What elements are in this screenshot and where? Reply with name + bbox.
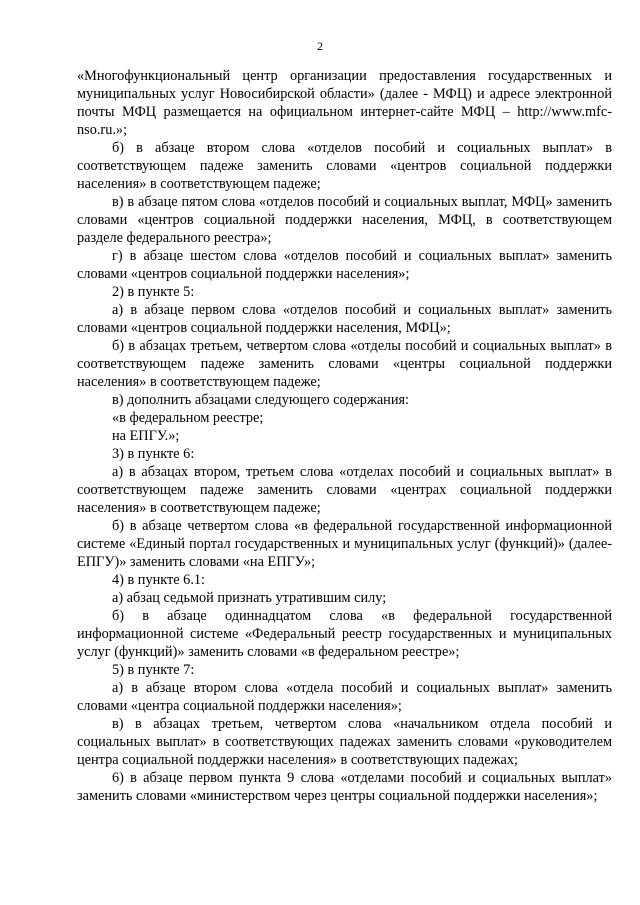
paragraph: б) в абзаце четвертом слова «в федеральной государственной информационной системе «Единый портал государственных и муниципальных услуг (функций)» (далее-ЕПГУ)» заменить словами «на ЕПГУ»; xyxy=(77,518,612,570)
paragraph: б) в абзацах третьем, четвертом слова «отделы пособий и социальных выплат» в соответствующем падеже заменить словами «центры социальной поддержки населения» в соответствующем падеже; xyxy=(77,338,612,390)
paragraph: в) в абзацах третьем, четвертом слова «начальником отдела пособий и социальных выплат» в соответствующих падежах заменить словами «руководителем центра социальной поддержки населения» в соответствующих падежах; xyxy=(77,716,612,768)
paragraph: а) абзац седьмой признать утратившим силу; xyxy=(112,590,387,606)
paragraph: на ЕПГУ.»; xyxy=(112,428,180,444)
paragraph: а) в абзацах втором, третьем слова «отделах пособий и социальных выплат» в соответствующем падеже заменить словами «центрах социальной поддержки населения» в соответствующем падеже; xyxy=(77,464,612,516)
paragraph: 5) в пункте 7: xyxy=(112,662,195,678)
paragraph: в) в абзаце пятом слова «отделов пособий и социальных выплат, МФЦ» заменить словами «центров социальной поддержки населения, МФЦ, в соответствующем разделе федерального реестра»; xyxy=(77,194,612,246)
page-number: 2 xyxy=(317,39,323,53)
paragraph: а) в абзаце первом слова «отделов пособий и социальных выплат» заменить словами «центров социальной поддержки населения, МФЦ»; xyxy=(77,302,612,336)
paragraph: 3) в пункте 6: xyxy=(112,446,195,462)
paragraph-continuation: «Многофункциональный центр организации предоставления государственных и муниципальных услуг Новосибирской области» (далее - МФЦ) и адресе электронной почты МФЦ размещается на официальном интернет-сайте МФЦ – http://www.mfc-nso.ru.»; xyxy=(77,68,612,138)
paragraph: г) в абзаце шестом слова «отделов пособий и социальных выплат» заменить словами «центров социальной поддержки населения»; xyxy=(77,248,612,282)
paragraph: б) в абзаце одиннадцатом слова «в федеральной государственной информационной системе «Федеральный реестр государственных и муниципальных услуг (функций)» заменить словами «в федеральном реестре»; xyxy=(77,608,612,660)
paragraph: «в федеральном реестре; xyxy=(112,410,264,426)
document-body xyxy=(77,67,612,805)
paragraph: в) дополнить абзацами следующего содержания: xyxy=(112,392,410,408)
paragraph: 4) в пункте 6.1: xyxy=(112,572,206,588)
paragraph: 2) в пункте 5: xyxy=(112,284,195,300)
paragraph: б) в абзаце втором слова «отделов пособий и социальных выплат» в соответствующем падеже заменить словами «центров социальной поддержки населения» в соответствующем падеже; xyxy=(77,140,612,192)
paragraph: 6) в абзаце первом пункта 9 слова «отделами пособий и социальных выплат» заменить словами «министерством через центры социальной поддержки населения»; xyxy=(77,770,612,804)
paragraph: а) в абзаце втором слова «отдела пособий и социальных выплат» заменить словами «центра социальной поддержки населения»; xyxy=(77,680,612,714)
